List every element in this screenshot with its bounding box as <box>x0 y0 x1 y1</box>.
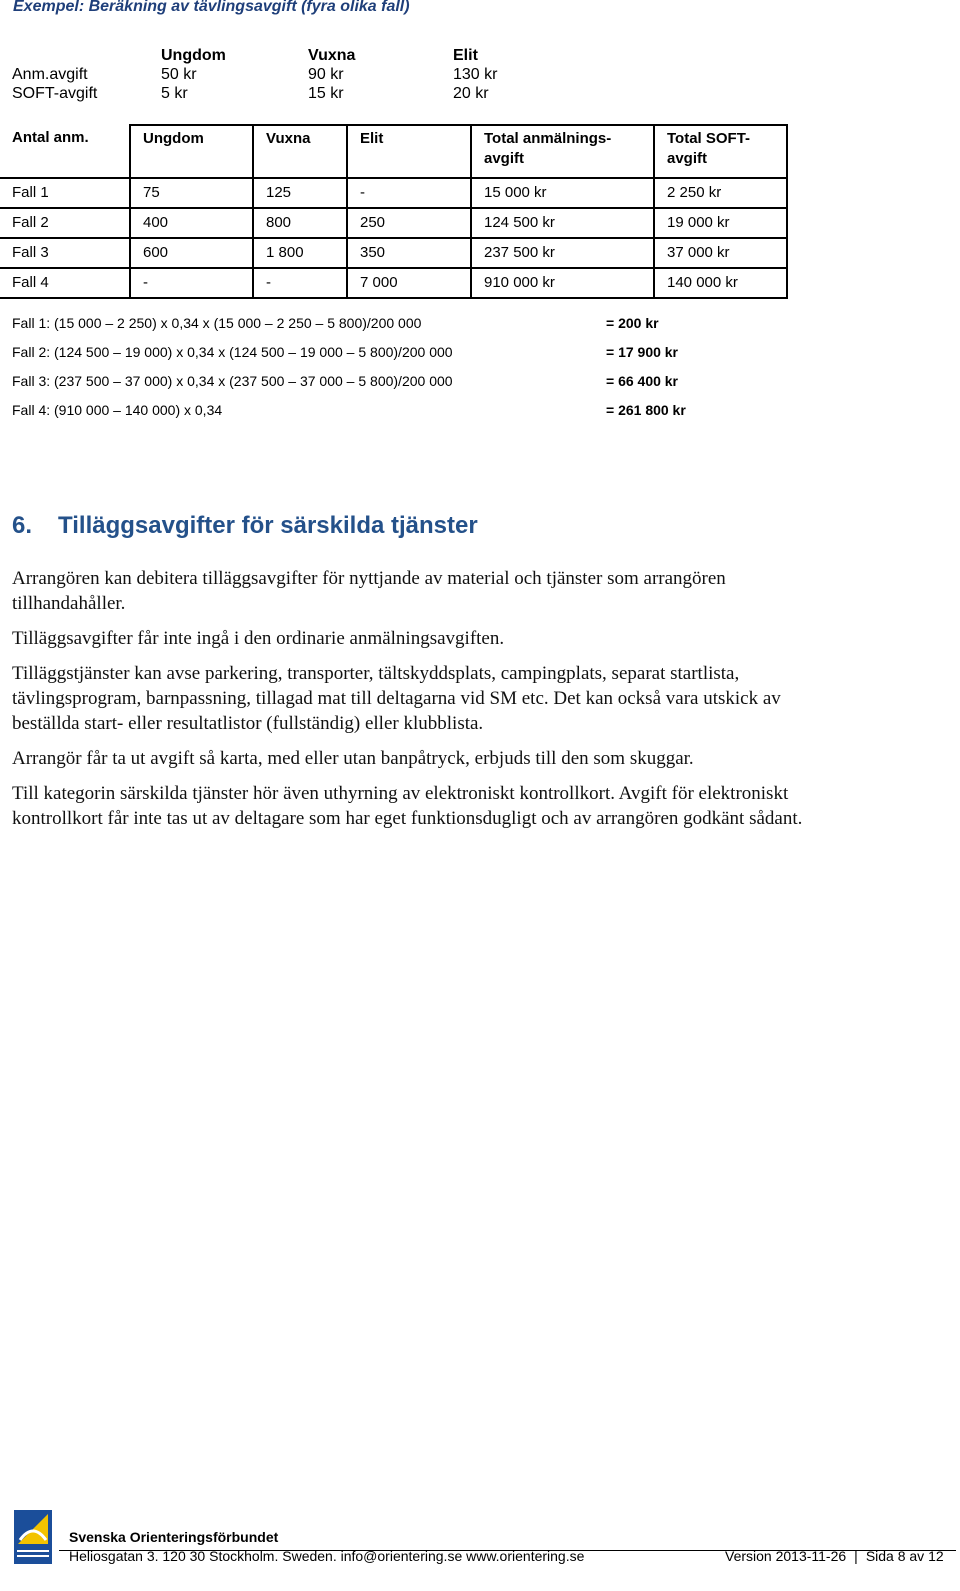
table-cell: 37 000 kr <box>654 238 787 268</box>
section-body <box>12 566 812 841</box>
fee-value: 15 kr <box>308 85 344 102</box>
table-row <box>0 208 787 238</box>
calculation-result: = 66 400 kr <box>606 373 679 389</box>
case-label: Fall 1 <box>0 178 130 208</box>
fee-value: 90 kr <box>308 66 344 83</box>
table-cell: 7 000 <box>347 268 471 298</box>
footer-organization: Svenska Orienteringsförbundet <box>69 1529 279 1545</box>
table-cell: 600 <box>130 238 253 268</box>
table-cell: 400 <box>130 208 253 238</box>
footer-page-number: Sida 8 av 12 <box>865 1548 944 1564</box>
calculation-formula: Fall 1: (15 000 – 2 250) x 0,34 x (15 000 – 2 250 – 5 800)/200 000 <box>12 315 422 331</box>
example-title: Exempel: Beräkning av tävlingsavgift (fyra olika fall) <box>13 0 410 15</box>
calculation-formula: Fall 3: (237 500 – 37 000) x 0,34 x (237 500 – 37 000 – 5 800)/200 000 <box>12 373 453 389</box>
cases-table <box>0 124 788 299</box>
page-footer <box>0 1500 960 1591</box>
table-cell: 800 <box>253 208 347 238</box>
fee-value: 5 kr <box>161 85 188 102</box>
table-cell: 350 <box>347 238 471 268</box>
header-ungdom: Ungdom <box>130 125 253 178</box>
cases-header-row <box>0 125 787 178</box>
calculation-formula: Fall 2: (124 500 – 19 000) x 0,34 x (124 500 – 19 000 – 5 800)/200 000 <box>12 344 453 360</box>
paragraph: Arrangör får ta ut avgift så karta, med eller utan banpåtryck, erbjuds till den som skuggar. <box>12 748 694 769</box>
table-cell: 140 000 kr <box>654 268 787 298</box>
table-row <box>0 268 787 298</box>
table-cell: 15 000 kr <box>471 178 654 208</box>
case-label: Fall 4 <box>0 268 130 298</box>
paragraph: Till kategorin särskilda tjänster hör även uthyrning av elektroniskt kontrollkort. Avgift för elektroniskt kontrollkort får inte tas ut av deltagare som har eget funktionsdugligt och av arrangören godkänt sådant. <box>12 783 803 829</box>
table-cell: - <box>130 268 253 298</box>
header-vuxna: Vuxna <box>253 125 347 178</box>
table-cell: - <box>347 178 471 208</box>
fee-header-vuxna: Vuxna <box>308 47 356 64</box>
table-cell: 124 500 kr <box>471 208 654 238</box>
fee-value: 20 kr <box>453 85 489 102</box>
svensk-orientering-logo <box>14 1510 52 1564</box>
footer-separator: | <box>854 1548 858 1564</box>
header-total-anmalningsavgift: Total anmälnings- avgift <box>471 125 654 178</box>
footer-version-page <box>725 1548 944 1564</box>
table-cell: 19 000 kr <box>654 208 787 238</box>
section-title: Tilläggsavgifter för särskilda tjänster <box>58 512 478 539</box>
fee-value: 130 kr <box>453 66 498 83</box>
table-cell: 125 <box>253 178 347 208</box>
table-cell: 1 800 <box>253 238 347 268</box>
logo-graphic <box>14 1510 52 1564</box>
calculation-result: = 261 800 kr <box>606 402 686 418</box>
table-cell: 910 000 kr <box>471 268 654 298</box>
header-antal-anm: Antal anm. <box>0 125 130 178</box>
header-total-soft-avgift: Total SOFT- avgift <box>654 125 787 178</box>
table-cell: 250 <box>347 208 471 238</box>
calculation-line <box>12 315 659 331</box>
table-cell: - <box>253 268 347 298</box>
fee-value: 50 kr <box>161 66 197 83</box>
fee-label: SOFT-avgift <box>12 85 98 102</box>
section-number: 6. <box>12 512 33 539</box>
table-cell: 2 250 kr <box>654 178 787 208</box>
fee-label: Anm.avgift <box>12 66 88 83</box>
fee-header-elit: Elit <box>453 47 478 64</box>
case-label: Fall 3 <box>0 238 130 268</box>
calculation-line <box>12 344 679 360</box>
calculation-result: = 17 900 kr <box>606 344 679 360</box>
calculation-result: = 200 kr <box>606 315 659 331</box>
calculation-line <box>12 373 679 389</box>
table-cell: 75 <box>130 178 253 208</box>
table-cell: 237 500 kr <box>471 238 654 268</box>
header-elit: Elit <box>347 125 471 178</box>
fee-header-ungdom: Ungdom <box>161 47 226 64</box>
table-row <box>0 238 787 268</box>
footer-address: Heliosgatan 3. 120 30 Stockholm. Sweden. info@orientering.se www.orientering.se <box>69 1548 585 1564</box>
paragraph: Arrangören kan debitera tilläggsavgifter för nyttjande av material och tjänster som arrangören tillhandahåller. <box>12 568 726 614</box>
table-row <box>0 178 787 208</box>
section-heading <box>12 512 478 540</box>
paragraph: Tilläggstjänster kan avse parkering, transporter, tältskyddsplats, campingplats, separat startlista, tävlingsprogram, barnpassning, tillagad mat till deltagarna vid SM etc. Det kan också vara utskick av beställda start- eller resultatlistor (fullständig) eller klubblista. <box>12 663 781 734</box>
calculation-line <box>12 402 686 418</box>
calculation-formula: Fall 4: (910 000 – 140 000) x 0,34 <box>12 402 223 418</box>
footer-version: Version 2013-11-26 <box>725 1548 847 1564</box>
case-label: Fall 2 <box>0 208 130 238</box>
paragraph: Tilläggsavgifter får inte ingå i den ordinarie anmälningsavgiften. <box>12 628 505 649</box>
